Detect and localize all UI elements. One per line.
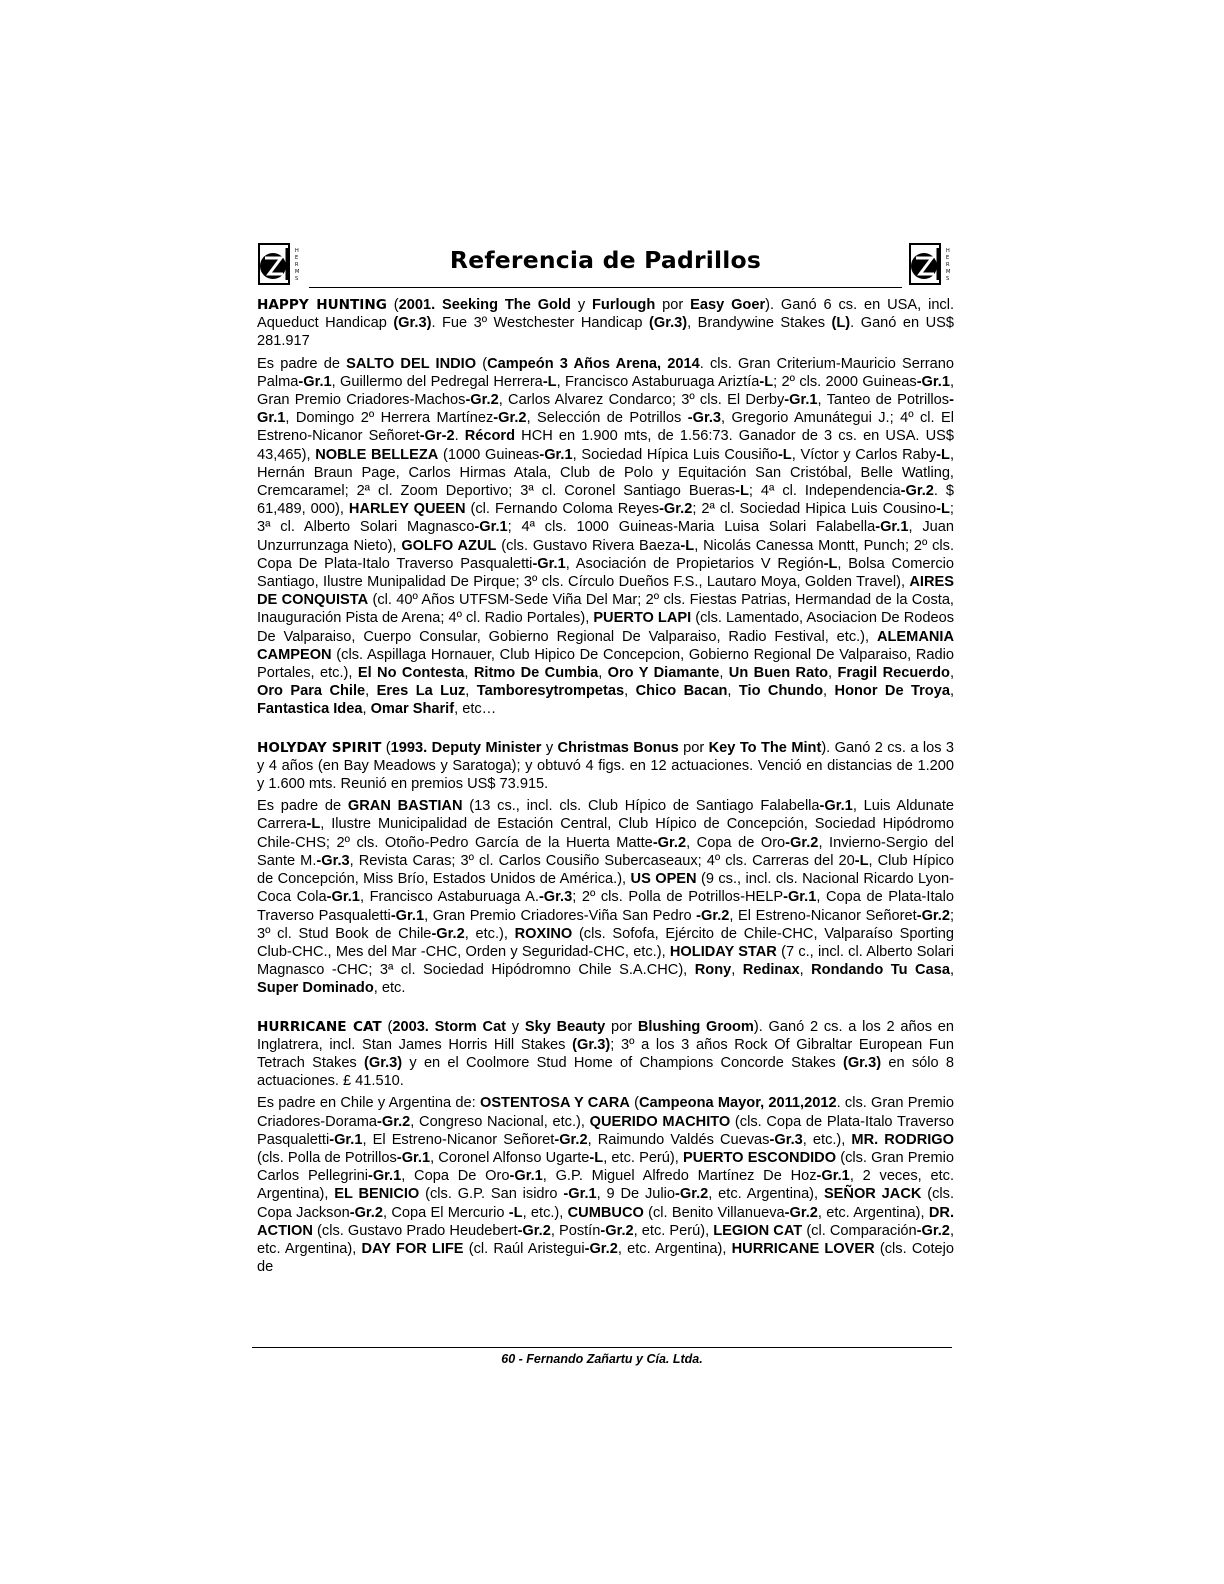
bold-text: -L xyxy=(823,555,838,572)
svg-text:M: M xyxy=(295,269,300,275)
document-page xyxy=(257,240,954,1276)
text-run: , xyxy=(949,683,955,700)
text-run: , xyxy=(362,701,371,718)
bold-text: -Gr.3 xyxy=(687,410,722,427)
bold-text: El No Contesta xyxy=(357,665,465,682)
bold-text: PUERTO ESCONDIDO xyxy=(682,1149,837,1166)
text-run: , etc. xyxy=(373,980,406,997)
bold-text: DAY FOR LIFE xyxy=(361,1240,464,1257)
bold-text: -Gr.1 xyxy=(396,1149,431,1166)
bold-text: SALTO DEL INDIO xyxy=(346,355,477,372)
text-run: ( xyxy=(476,355,488,372)
bold-text: Chico Bacan xyxy=(635,683,728,700)
text-run: ; 3ª cl. Alberto Solari Magnasco xyxy=(257,501,954,536)
bold-text: -Gr.1 xyxy=(819,798,853,815)
bold-text: -Gr.2 xyxy=(349,1204,383,1221)
text-run: , 9 De Julio xyxy=(596,1186,675,1203)
bold-text: Fragil Recuerdo xyxy=(837,665,950,682)
text-run: , Copa De Oro xyxy=(401,1168,510,1185)
bold-text: HOLIDAY STAR xyxy=(669,943,777,960)
bold-text: Ritmo De Cumbia xyxy=(473,665,599,682)
svg-text:S: S xyxy=(295,276,299,282)
text-run: HCH en 1.900 mts, de 1.56:73. Ganador de 3 cs. en USA. US$ 43,465), xyxy=(257,428,954,463)
text-run: , Luis Aldunate Carrera xyxy=(257,798,954,833)
text-run: (cls. Aspillaga Hornauer, Club Hipico De Concepcion, Gobierno Regional De Valparaiso, Radio Portales, etc.), xyxy=(257,646,954,682)
text-run: ; 4ª cls. 1000 Guineas-Maria Luisa Solari Falabella xyxy=(507,519,876,536)
bold-text: -Gr.2 xyxy=(916,1222,950,1239)
text-run: ; 2º cls. Polla de Potrillos-HELP xyxy=(572,889,784,906)
text-run: , etc… xyxy=(454,701,497,718)
text-run: (9 cs., incl. cls. Nacional Ricardo Lyon-Coca Cola xyxy=(257,871,955,906)
text-run: , Nicolás Canessa Montt, Punch; 2º cls. Copa De Plata-Italo Traverso Pasqualetti xyxy=(257,537,955,572)
text-run: , Juan Unzurrunzaga Nieto), xyxy=(257,519,954,554)
text-run: (cls. Gustavo Prado Heudebert xyxy=(312,1222,518,1239)
text-run: , Ilustre Municipalidad de Estación Central, Club Hípico de Concepción, Sociedad Hipódromo Chile-CHS; 2º cls. Otoño-Pedro García de la Huerta Matte xyxy=(257,816,954,851)
bold-text: -Gr.2 xyxy=(659,501,693,518)
text-run: , etc.), xyxy=(464,925,515,942)
bold-text: -Gr.1 xyxy=(563,1186,597,1203)
svg-text:R: R xyxy=(946,262,950,268)
text-run: , xyxy=(365,683,377,700)
bold-text: SEÑOR JACK xyxy=(823,1186,922,1203)
bold-text: -Gr.1 xyxy=(783,889,817,906)
text-run: ( xyxy=(386,297,399,313)
text-run: . Ganó en US$ 281.917 xyxy=(257,315,955,350)
bold-text: -Gr.2 xyxy=(696,907,730,924)
bold-text: -Gr.2 xyxy=(900,483,934,500)
bold-text: -Gr.1 xyxy=(367,1168,402,1185)
bold-text: LEGION CAT xyxy=(713,1222,803,1239)
text-run: (cl. Raúl Aristegui xyxy=(463,1240,585,1257)
text-run: , El Estreno-Nicanor Señoret xyxy=(729,907,917,924)
bold-text: PUERTO LAPI xyxy=(593,610,692,627)
text-run: , Bolsa Comercio Santiago, Ilustre Munipalidad De Pirque; 3º cls. Círculo Dueños F.S., Lautaro Moya, Golden Travel), xyxy=(257,555,954,591)
bold-text: Redinax xyxy=(742,962,800,979)
svg-text:E: E xyxy=(295,255,299,261)
bold-text: GRAN BASTIAN xyxy=(347,798,463,815)
text-run: , etc. Perú), xyxy=(603,1149,683,1166)
bold-text: 1993. Deputy Minister xyxy=(390,739,542,756)
bold-text: -Gr-2 xyxy=(419,428,455,445)
bold-text: -L xyxy=(680,537,695,554)
bold-text: (L) xyxy=(831,315,851,332)
text-run: (cls. Lamentado, Asociacion De Rodeos De Valparaiso, Cuerpo Consular, Gobierno Regional De Valparaiso, Radio Festival, etc.), xyxy=(257,610,955,645)
text-run: en sólo 8 actuaciones. £ 41.510. xyxy=(257,1054,954,1090)
bold-text: -Gr.1 xyxy=(532,555,566,572)
bold-text: (Gr.3) xyxy=(649,315,688,332)
text-run: , Invierno-Sergio del Sante M. xyxy=(257,834,954,869)
text-run: , etc. Argentina), xyxy=(708,1186,824,1203)
bold-text: -Gr.2 xyxy=(431,925,465,942)
bold-text: GOLFO AZUL xyxy=(401,537,497,554)
bold-text: US OPEN xyxy=(630,871,697,888)
text-run: (cls. Polla de Potrillos xyxy=(257,1149,397,1166)
text-run: (cls. Copa Jackson xyxy=(257,1186,954,1221)
bold-text: Rony xyxy=(694,962,732,979)
bold-text: -Gr.1 xyxy=(875,519,909,536)
bold-text: -L xyxy=(542,373,557,390)
bold-text: Campeón 3 Años Arena, 2014 xyxy=(487,355,700,372)
bold-text: -Gr.1 xyxy=(509,1168,543,1185)
text-run: , Asociación de Propietarios V Región xyxy=(565,555,824,572)
bold-text: -Gr.2 xyxy=(517,1222,551,1239)
text-run: , Gran Premio Criadores-Viña San Pedro xyxy=(424,907,697,924)
text-run: , Francisco Astaburuaga Ariztía xyxy=(556,373,760,390)
text-run: , Francisco Astaburuaga A. xyxy=(359,889,539,906)
svg-text:H: H xyxy=(295,248,299,254)
stallion-name: HOLYDAY SPIRIT xyxy=(257,739,382,756)
bold-text: -L xyxy=(589,1149,604,1166)
text-run: , 2 veces, etc. Argentina), xyxy=(257,1168,954,1203)
text-run: , Selección de Potrillos xyxy=(526,410,688,427)
bold-text: -Gr.1 xyxy=(326,889,360,906)
bold-text: QUERIDO MACHITO xyxy=(589,1113,731,1130)
entry-progeny xyxy=(257,797,954,997)
text-run: (13 cs., incl. cls. Club Hípico de Santiago Falabella xyxy=(462,798,820,815)
text-run: , El Estreno-Nicanor Señoret xyxy=(362,1131,555,1148)
bold-text: -L xyxy=(936,446,950,463)
bold-text: -Gr.2 xyxy=(584,1240,618,1257)
bold-text: NOBLE BELLEZA xyxy=(315,446,439,463)
text-run: , Domingo 2º Herrera Martínez xyxy=(285,410,494,427)
text-run: ). Ganó 2 cs. a los 2 años en Inglatrera, incl. Stan James Horris Hill Stakes xyxy=(257,1018,955,1053)
bold-text: -Gr.3 xyxy=(769,1131,803,1148)
bold-text: -Gr.1 xyxy=(298,373,332,390)
bold-text: -Gr.1 xyxy=(916,373,950,390)
bold-text: OSTENTOSA Y CARA xyxy=(479,1095,630,1112)
bold-text: -Gr.2 xyxy=(652,834,687,851)
text-run: , Postín xyxy=(550,1222,601,1239)
text-run: , Brandywine Stakes xyxy=(687,315,832,332)
bold-text: -L xyxy=(777,446,792,463)
text-run: Es padre de xyxy=(257,355,347,372)
entry-progeny xyxy=(257,355,954,719)
page-header xyxy=(257,240,954,288)
text-run: y xyxy=(570,297,593,313)
bold-text: -L xyxy=(508,1204,523,1221)
entry-intro xyxy=(257,296,954,351)
text-run: , Congreso Nacional, etc.), xyxy=(410,1113,590,1130)
bold-text: -Gr.2 xyxy=(784,1204,818,1221)
text-run: . cls. Gran Criterium-Mauricio Serrano Palma xyxy=(257,355,954,390)
text-run: . xyxy=(454,428,465,445)
hermanos-logo-left xyxy=(257,242,303,286)
bold-text: -Gr.2 xyxy=(675,1186,709,1203)
text-run: , xyxy=(949,962,954,979)
text-run: , etc. Argentina), xyxy=(817,1204,929,1221)
text-run: ( xyxy=(629,1095,640,1112)
bold-text: Eres La Luz xyxy=(376,683,466,700)
bold-text: EL BENICIO xyxy=(334,1186,420,1203)
text-run: (cls. Cotejo de xyxy=(257,1240,955,1276)
bold-text: (Gr.3) xyxy=(393,315,432,332)
text-run: , xyxy=(823,683,835,700)
bold-text: -Gr.1 xyxy=(539,446,573,463)
text-run: (cls. G.P. San isidro xyxy=(419,1186,564,1203)
svg-text:M: M xyxy=(946,269,951,275)
stallion-name: HAPPY HUNTING xyxy=(257,297,387,313)
text-run: , etc. Perú), xyxy=(633,1222,714,1239)
text-run: , G.P. Miguel Alfredo Martínez De Hoz xyxy=(542,1168,817,1185)
text-run: ; 3º a los 3 años Rock Of Gibraltar European Fun Tetrach Stakes xyxy=(257,1036,954,1071)
bold-text: HARLEY QUEEN xyxy=(348,501,466,518)
text-run: , Raimundo Valdés Cuevas xyxy=(587,1131,770,1148)
text-run: , Sociedad Hípica Luis Cousiño xyxy=(572,446,778,463)
text-run: , Víctor y Carlos Raby xyxy=(791,446,937,463)
svg-text:S: S xyxy=(946,276,950,282)
text-run: . cls. Gran Premio Criadores-Dorama xyxy=(257,1095,954,1130)
bold-text: -Gr.2 xyxy=(785,834,819,851)
text-run: (1000 Guineas xyxy=(438,446,540,463)
bold-text: -Gr.2 xyxy=(377,1113,411,1130)
text-run: , xyxy=(624,683,636,700)
header-rule xyxy=(309,287,902,288)
text-run: ( xyxy=(381,739,391,756)
bold-text: -L xyxy=(306,816,321,833)
text-run: por xyxy=(605,1018,638,1035)
bold-text: 2003. Storm Cat xyxy=(392,1018,507,1035)
bold-text: AIRES DE CONQUISTA xyxy=(257,574,954,609)
bold-text: -Gr.1 xyxy=(816,1168,850,1185)
text-run: ; 2ª cl. Sociedad Hipica Luis Cousino xyxy=(692,501,937,518)
text-run: , Gran Premio Criadores-Machos xyxy=(257,373,955,409)
text-run: por xyxy=(678,739,709,756)
text-run: , Guillermo del Pedregal Herrera xyxy=(331,373,543,390)
bold-text: -Gr.1 xyxy=(474,519,508,536)
bold-text: CUMBUCO xyxy=(567,1204,644,1221)
text-run: , etc.), xyxy=(802,1131,852,1148)
text-run: (cl. Benito Villanueva xyxy=(643,1204,785,1221)
text-run: , xyxy=(727,683,739,700)
bold-text: -Gr.2 xyxy=(465,392,499,409)
bold-text: -Gr.2 xyxy=(600,1222,634,1239)
text-run: , Gregorio Amunátegui J.; 4º cl. El Estreno-Nicanor Señoret xyxy=(257,410,954,445)
bold-text: Easy Goer xyxy=(690,297,766,313)
bold-text: -Gr.1 xyxy=(390,907,425,924)
text-run: . $ 61,489, 000), xyxy=(257,483,955,518)
text-run: . Fue 3º Westchester Handicap xyxy=(431,315,650,332)
bold-text: DR. ACTION xyxy=(257,1204,955,1239)
text-run: , Copa El Mercurio xyxy=(382,1204,509,1221)
page-title: Referencia de Padrillos xyxy=(449,246,762,274)
text-run: y xyxy=(506,1018,525,1035)
text-run: , Coronel Alfonso Ugarte xyxy=(430,1149,590,1166)
text-run: , Club Hípico de Concepción, Miss Brío, Estados Unidos de América.), xyxy=(257,852,955,888)
bold-text: HURRICANE LOVER xyxy=(731,1240,875,1257)
hermanos-logo-right xyxy=(908,242,954,286)
text-run: y en el Coolmore Stud Home of Champions Concorde Stakes xyxy=(402,1054,843,1071)
text-run: , Hernán Braun Page, Carlos Hirmas Atala, Club de Polo y Equitación San Cristóbal, Belle Watling, Cremcaramel; 2ª cl. Zoom Deportivo; 3ª cl. Coronel Santiago Bueras xyxy=(257,446,954,500)
text-run: ( xyxy=(381,1018,393,1035)
text-run: (cl. Comparación xyxy=(802,1222,917,1239)
text-run: (cls. Sofofa, Ejército de Chile-CHC, Valparaíso Sporting Club-CHC., Mes del Mar -CHC, Orden y Seguridad-CHC, etc.), xyxy=(257,925,954,960)
text-run: , xyxy=(719,665,729,682)
text-run: (7 c., incl. cl. Alberto Solari Magnasco -CHC; 3ª cl. Sociedad Hipódromno Chile S.A.CHC), xyxy=(257,943,955,979)
entry-intro xyxy=(257,739,954,794)
bold-text: Oro Y Diamante xyxy=(607,665,720,682)
text-run: (cl. Fernando Coloma Reyes xyxy=(465,501,660,518)
bold-text: (Gr.3) xyxy=(842,1054,882,1071)
text-run: , xyxy=(465,683,477,700)
svg-text:E: E xyxy=(946,255,950,261)
text-run: , xyxy=(799,962,812,979)
bold-text: Récord xyxy=(464,428,516,445)
text-run: Es padre de xyxy=(257,798,348,815)
page-footer: 60 - Fernando Zañartu y Cía. Ltda. xyxy=(501,1352,703,1366)
bold-text: Rondando Tu Casa xyxy=(811,962,950,979)
text-run: ; 2º cls. 2000 Guineas xyxy=(773,373,917,390)
bold-text: -L xyxy=(854,852,869,869)
bold-text: -Gr.1 xyxy=(257,392,954,427)
bold-text: Omar Sharif xyxy=(370,701,455,718)
text-run: ; 3º cl. Stud Book de Chile xyxy=(257,907,955,942)
svg-text:H: H xyxy=(946,248,950,254)
bold-text: -L xyxy=(735,483,749,500)
text-run: y xyxy=(541,739,558,756)
bold-text: (Gr.3) xyxy=(572,1036,611,1053)
bold-text: Oro Para Chile xyxy=(257,683,366,700)
text-run: (cls. Gustavo Rivera Baeza xyxy=(496,537,681,554)
bold-text: -Gr.1 xyxy=(784,392,818,409)
bold-text: -Gr.3 xyxy=(316,852,350,869)
bold-text: Super Dominado xyxy=(257,980,374,997)
bold-text: -Gr.1 xyxy=(329,1131,363,1148)
text-run: , Carlos Alvarez Condarco; 3º cls. El Derby xyxy=(498,392,785,409)
text-run: (cls. Copa de Plata-Italo Traverso Pasqualetti xyxy=(257,1113,954,1148)
bold-text: Christmas Bonus xyxy=(557,739,679,756)
footer-rule xyxy=(252,1347,952,1348)
bold-text: Honor De Troya xyxy=(834,683,950,700)
text-run: , xyxy=(949,665,954,682)
bold-text: Furlough xyxy=(592,297,656,313)
bold-text: -Gr.2 xyxy=(916,907,950,924)
bold-text: ROXINO xyxy=(514,925,573,942)
text-run: (cls. Gran Premio Carlos Pellegrini xyxy=(257,1149,954,1185)
stallion-name: HURRICANE CAT xyxy=(257,1018,382,1035)
text-run: , Tanteo de Potrillos xyxy=(817,392,950,409)
text-run: , Copa de Plata-Italo Traverso Pasqualetti xyxy=(257,889,954,924)
text-run: , etc. Argentina), xyxy=(257,1222,954,1257)
text-run: por xyxy=(655,297,691,313)
bold-text: -L xyxy=(936,501,950,518)
text-run: (cl. 40º Años UTFSM-Sede Viña Del Mar; 2º cls. Fiestas Patrias, Hermandad de la Costa, Inauguración Pista de Arena; 4º cl. Radio Portales), xyxy=(257,592,954,627)
text-run: Es padre en Chile y Argentina de: xyxy=(257,1095,480,1112)
svg-text:R: R xyxy=(295,262,299,268)
text-run: , xyxy=(464,665,474,682)
text-run: ). Ganó 2 cs. a los 3 y 4 años (en Bay Meadows y Saratoga); y obtuvó 4 figs. en 12 actuaciones. Venció en distancias de 1.200 y 1.600 mts. Reunió en premios US$ 73.915. xyxy=(257,739,955,793)
bold-text: Tamboresytrompetas xyxy=(476,683,625,700)
bold-text: MR. RODRIGO xyxy=(851,1131,954,1148)
bold-text: Blushing Groom xyxy=(637,1018,754,1035)
stallion-entries xyxy=(257,296,954,1276)
text-run: , etc.), xyxy=(522,1204,568,1221)
bold-text: Fantastica Idea xyxy=(257,701,363,718)
text-run: , xyxy=(598,665,608,682)
bold-text: (Gr.3) xyxy=(364,1054,403,1071)
bold-text: 2001. Seeking The Gold xyxy=(398,297,571,313)
bold-text: -Gr.2 xyxy=(554,1131,588,1148)
text-run: , Copa de Oro xyxy=(686,834,786,851)
bold-text: Campeona Mayor, 2011,2012 xyxy=(639,1095,837,1112)
entry-progeny xyxy=(257,1094,954,1276)
text-run: , xyxy=(731,962,743,979)
text-run: , xyxy=(828,665,838,682)
text-run: ; 4ª cl. Independencia xyxy=(748,483,901,500)
bold-text: -Gr.3 xyxy=(538,889,573,906)
bold-text: -Gr.2 xyxy=(493,410,527,427)
bold-text: Sky Beauty xyxy=(524,1018,606,1035)
bold-text: Un Buen Rato xyxy=(728,665,828,682)
text-run: ). Ganó 6 cs. en USA, incl. Aqueduct Handicap xyxy=(257,297,955,332)
bold-text: Key To The Mint xyxy=(708,739,822,756)
entry-intro xyxy=(257,1018,954,1091)
bold-text: -L xyxy=(759,373,774,390)
bold-text: Tio Chundo xyxy=(738,683,824,700)
bold-text: ALEMANIA CAMPEON xyxy=(257,628,954,663)
text-run: , Revista Caras; 3º cl. Carlos Cousiño Subercaseaux; 4º cls. Carreras del 20 xyxy=(349,852,855,869)
text-run: , etc. Argentina), xyxy=(617,1240,732,1257)
